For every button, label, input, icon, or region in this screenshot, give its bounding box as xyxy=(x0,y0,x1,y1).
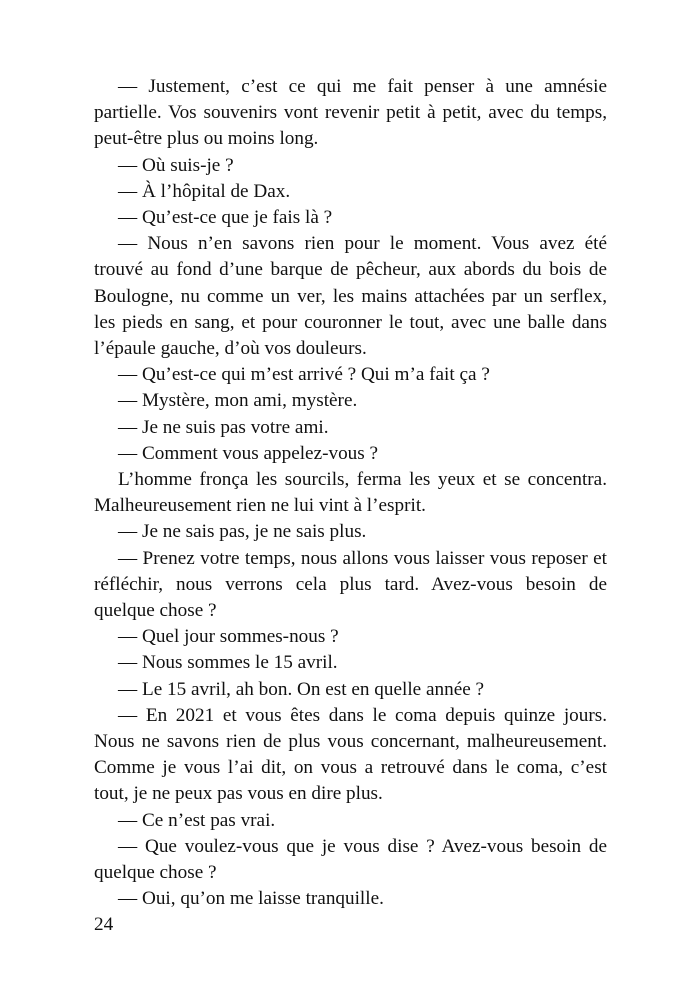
paragraph: — Que voulez-vous que je vous dise ? Avez-vous besoin de quelque chose ? xyxy=(94,835,607,884)
paragraph: — Nous sommes le 15 avril. xyxy=(118,652,338,674)
paragraph: — Où suis-je ? xyxy=(118,154,234,176)
paragraph: — Prenez votre temps, nous allons vous laisser vous reposer et réfléchir, nous verrons cela plus tard. Avez-vous besoin de quelque chose ? xyxy=(94,547,607,622)
paragraph: — Mystère, mon ami, mystère. xyxy=(118,390,358,412)
paragraph: — Je ne sais pas, je ne sais plus. xyxy=(118,521,367,543)
paragraph: — Nous n’en savons rien pour le moment. Vous avez été trouvé au fond d’une barque de pêcheur, aux abords du bois de Boulogne, nu comme un ver, les mains attachées par un serflex, les pieds en sang, et pour couronner le tout, avec une balle dans l’épaule gauche, d’où vos douleurs. xyxy=(94,233,607,360)
paragraph: — Qu’est-ce qui m’est arrivé ? Qui m’a fait ça ? xyxy=(118,364,490,386)
paragraph: — Ce n’est pas vrai. xyxy=(118,809,276,831)
page-number: 24 xyxy=(94,914,114,935)
paragraph: — Comment vous appelez-vous ? xyxy=(118,442,379,464)
paragraph: — En 2021 et vous êtes dans le coma depuis quinze jours. Nous ne savons rien de plus vous concernant, malheureusement. Comme je vous l’ai dit, on vous a retrouvé dans le coma, c’est tout, je ne peux pas vous en dire plus. xyxy=(94,704,607,805)
paragraph: — Quel jour sommes-nous ? xyxy=(118,626,339,648)
paragraph: — Le 15 avril, ah bon. On est en quelle année ? xyxy=(118,678,485,700)
paragraph: — Je ne suis pas votre ami. xyxy=(118,416,329,438)
paragraph: L’homme fronça les sourcils, ferma les yeux et se concentra. Malheureusement rien ne lui vint à l’esprit. xyxy=(94,469,607,517)
paragraph: — Oui, qu’on me laisse tranquille. xyxy=(118,888,384,910)
paragraph: — Justement, c’est ce qui me fait penser à une amnésie partielle. Vos souvenirs vont revenir petit à petit, avec du temps, peut-être plus ou moins long. xyxy=(94,76,607,150)
page-body xyxy=(94,74,607,913)
paragraph: — À l’hôpital de Dax. xyxy=(118,180,291,202)
paragraph: — Qu’est-ce que je fais là ? xyxy=(118,207,333,229)
